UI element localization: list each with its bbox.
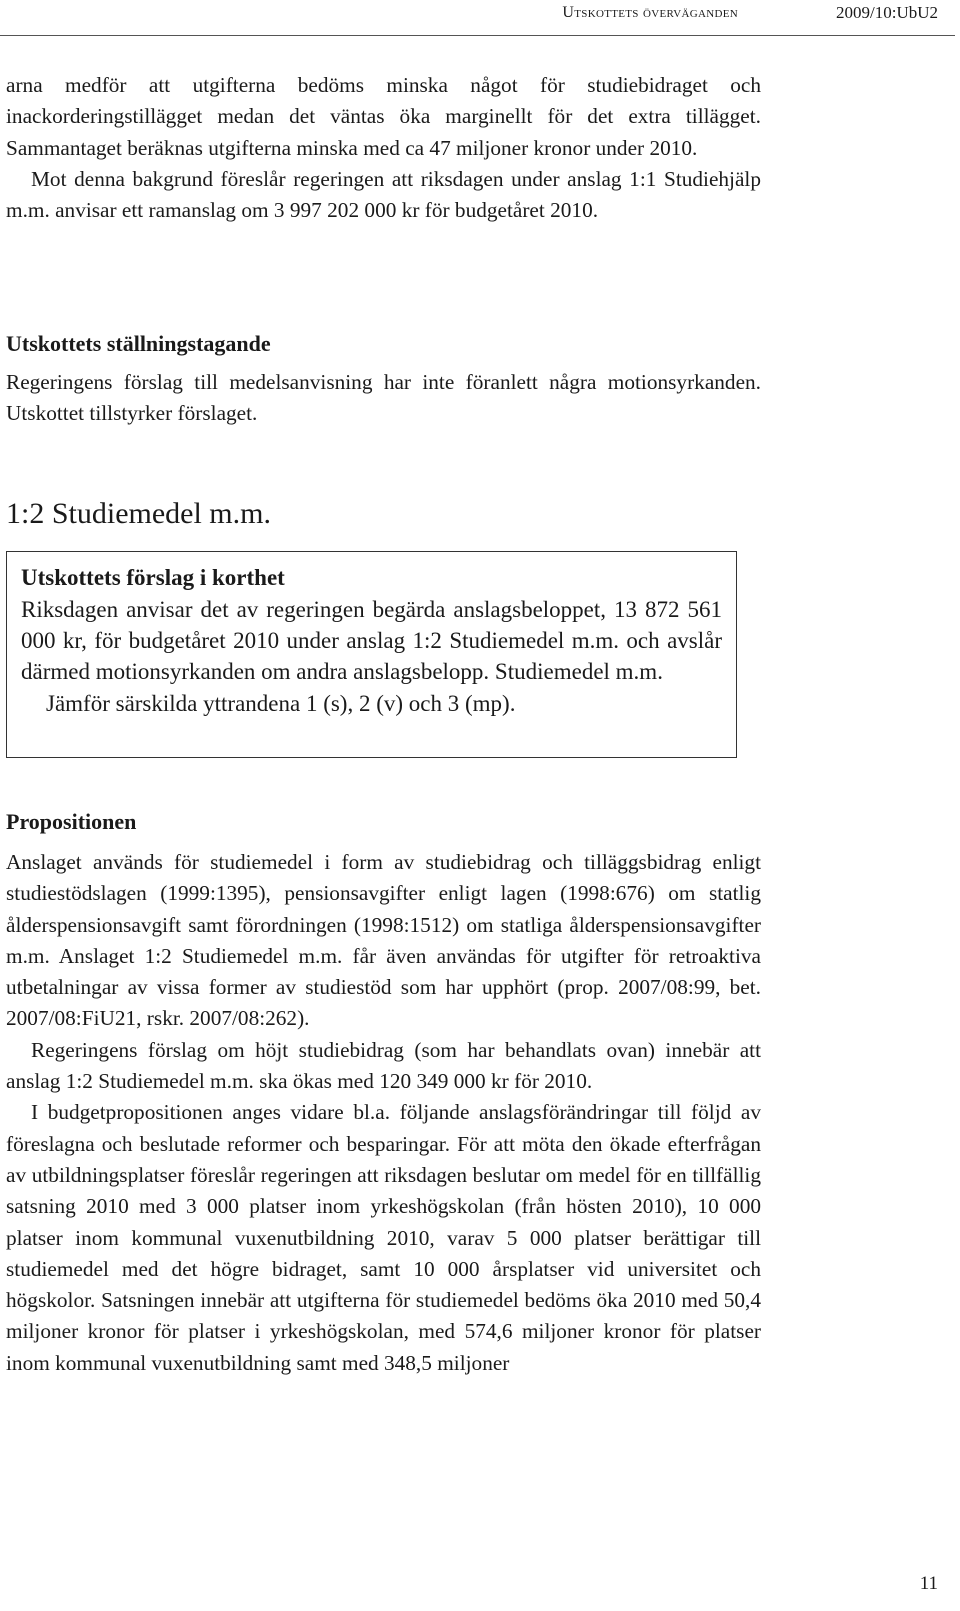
header-document-id: 2009/10:UbU2 [836, 3, 938, 22]
page-number: 11 [919, 1573, 938, 1594]
intro-paragraph-2: Mot denna bakgrund föreslår regeringen att riksdagen under anslag 1:1 Studiehjälp m.m. anvisar ett ramanslag om 3 997 202 000 kr för budgetåret 2010. [6, 166, 761, 223]
stance-paragraph: Regeringens förslag till medelsanvisning har inte föranlett några motionsyrkanden. Utskottet tillstyrker förslaget. [6, 370, 761, 426]
section-title: 1:2 Studiemedel m.m. [6, 497, 271, 530]
header-section-title: Utskottets överväganden [562, 4, 738, 21]
summary-heading: Utskottets förslag i korthet [21, 565, 285, 590]
proposition-paragraph-1: Anslaget används för studiemedel i form av studiebidrag och tilläggsbidrag enligt studiestödslagen (1999:1395), pensionsavgifter enligt lagen (1998:676) om statlig ålderspensionsavgift samt förordningen (1998:1512) om statliga ålderspensionsavgifter m.m. Anslaget 1:2 Studiemedel m.m. får även användas för utgifter för retroaktiva utbetalningar av vissa former av studiestöd som har upphört (prop. 2007/08:99, bet. 2007/08:FiU21, rskr. 2007/08:262). [6, 850, 761, 1031]
intro-paragraph-1: arna medför att utgifterna bedöms minska något för studiebidraget och inackorderingstillägget medan det väntas öka marginellt för det extra tillägget. Sammantaget beräknas utgifterna minska med ca 47 miljoner kronor under 2010. [6, 73, 761, 160]
section-title-block [6, 496, 761, 532]
stance-block [6, 328, 761, 430]
summary-box [6, 551, 737, 758]
running-header [0, 2, 938, 24]
proposition-block [6, 806, 761, 1379]
header-rule [0, 35, 955, 36]
summary-paragraph: Riksdagen anvisar det av regeringen begärda anslagsbeloppet, 13 872 561 000 kr, för budgetåret 2010 under anslag 1:2 Studiemedel m.m. och avslår därmed motionsyrkanden om andra anslagsbelopp. Studiemedel m.m. [21, 597, 722, 685]
proposition-paragraph-3: I budgetpropositionen anges vidare bl.a. följande anslagsförändringar till följd av föreslagna och beslutade reformer och besparingar. För att möta den ökade efterfrågan av utbildningsplatser föreslår regeringen att riksdagen beslutar om medel för en tillfällig satsning 2010 med 3 000 platser inom yrkeshögskolan (från hösten 2010), 10 000 platser inom kommunal vuxenutbildning 2010, varav 5 000 platser berättigar till studiemedel med det högre bidraget, samt 10 000 årsplatser vid universitet och högskolor. Satsningen innebär att utgifterna för studiemedel bedöms öka 2010 med 50,4 miljoner kronor för platser i yrkeshögskolan, med 574,6 miljoner kronor för platser inom kommunal vuxenutbildning samt med 348,5 miljoner [6, 1100, 761, 1375]
proposition-heading: Propositionen [6, 809, 137, 834]
intro-block [6, 70, 761, 226]
proposition-paragraph-2: Regeringens förslag om höjt studiebidrag (som har behandlats ovan) innebär att anslag 1:2 Studiemedel m.m. ska ökas med 120 349 000 kr för 2010. [6, 1037, 761, 1094]
stance-heading: Utskottets ställningstagande [6, 331, 271, 356]
summary-note: Jämför särskilda yttrandena 1 (s), 2 (v) och 3 (mp). [46, 690, 516, 716]
